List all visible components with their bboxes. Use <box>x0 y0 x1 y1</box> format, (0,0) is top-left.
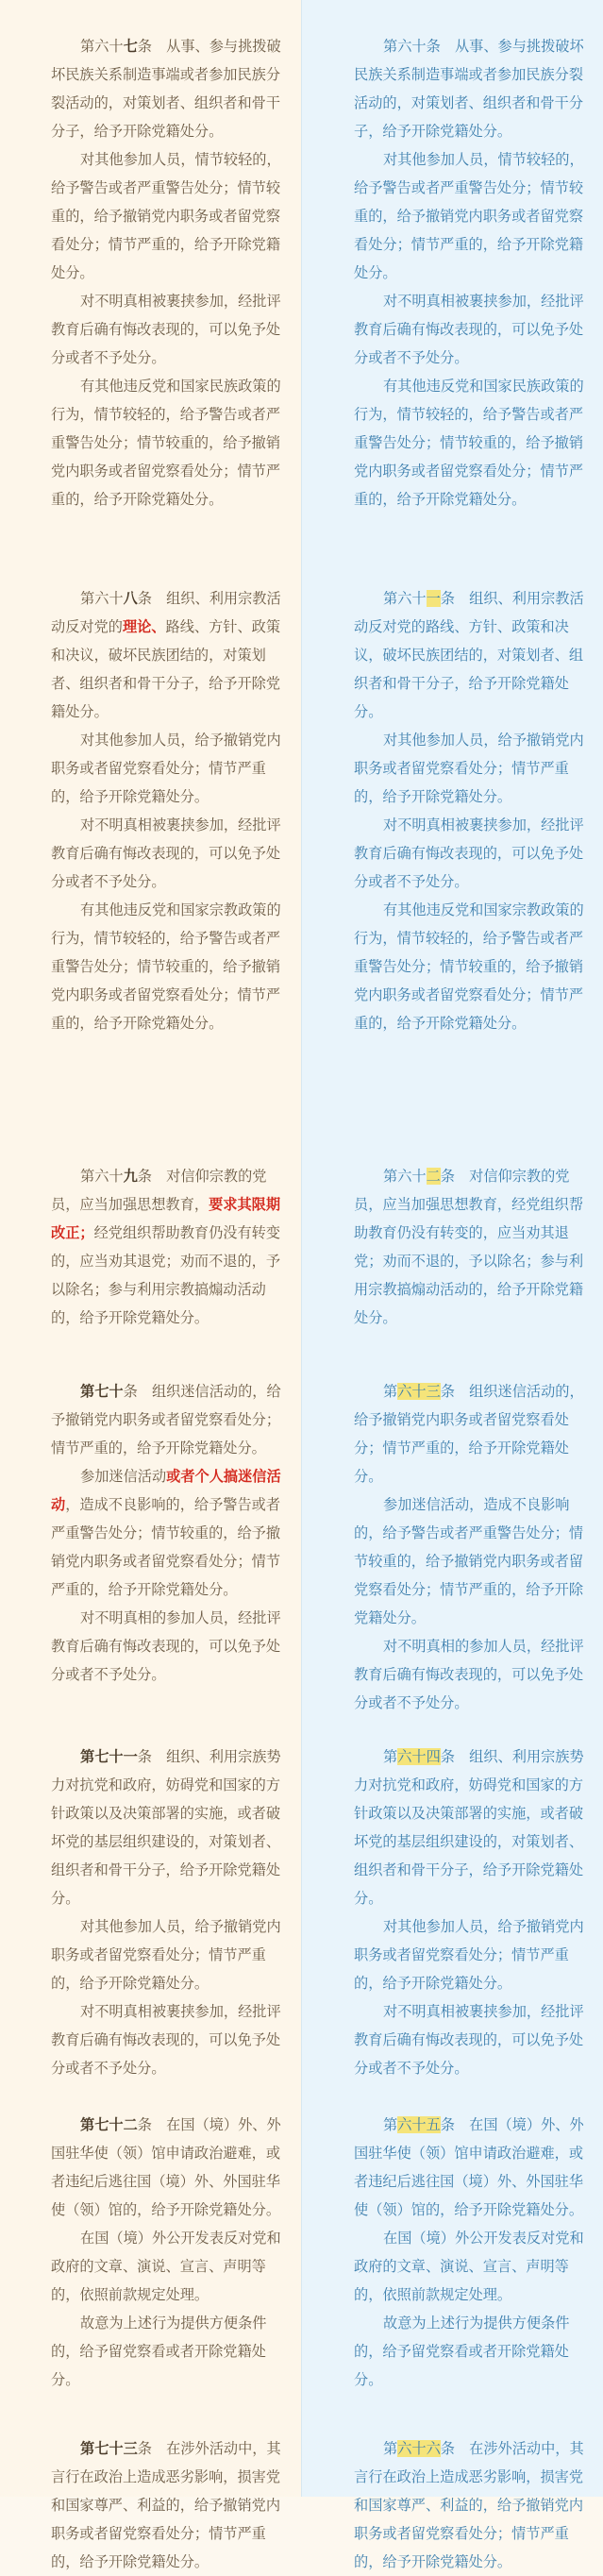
article-paragraph: 有其他违反党和国家宗教政策的行为，情节较轻的，给予警告或者严重警告处分；情节较重的，给予撤销党内职务或者留党察看处分；情节严重的，给予开除党籍处分。 <box>51 901 281 1032</box>
changed-number-highlight: 六十三 <box>397 1383 441 1400</box>
article-paragraph: 对不明真相被裹挟参加，经批评教育后确有悔改表现的，可以免予处分或者不予处分。 <box>354 2003 584 2077</box>
article-73-new <box>51 2434 288 2576</box>
article-paragraph: 第七十条 组织迷信活动的，给予撤销党内职务或者留党察看处分；情节严重的，给予开除党籍处分。 <box>51 1383 281 1456</box>
article-64-old <box>354 1743 590 2111</box>
article-paragraph: 第六十九条 对信仰宗教的党员，应当加强思想教育，要求其限期改正；经党组织帮助教育仍没有转变的，应当劝其退党；劝而不退的，予以除名；参与利用宗教搞煽动活动的，给予开除党籍处分。 <box>51 1168 280 1326</box>
changed-number-highlight: 一 <box>426 590 441 607</box>
article-paragraph: 第六十四条 组织、利用宗族势力对抗党和政府，妨碍党和国家的方针政策以及决策部署的实施，或者破坏党的基层组织建设的，对策划者、组织者和骨干分子，给予开除党籍处分。 <box>354 1748 584 1907</box>
article-paragraph: 有其他违反党和国家宗教政策的行为，情节较轻的，给予警告或者严重警告处分；情节较重的，给予撤销党内职务或者留党察看处分；情节严重的，给予开除党籍处分。 <box>354 901 584 1032</box>
article-paragraph: 故意为上述行为提供方便条件的，给予留党察看或者开除党籍处分。 <box>354 2315 570 2388</box>
article-67-new <box>51 32 288 584</box>
article-69-new <box>51 1162 288 1377</box>
article-68-new <box>51 584 288 1162</box>
article-paragraph: 第六十七条 从事、参与挑拨破坏民族关系制造事端或者参加民族分裂活动的，对策划者、组织者和骨干分子，给予开除党籍处分。 <box>51 38 281 140</box>
article-paragraph: 在国（境）外公开发表反对党和政府的文章、演说、宣言、声明等的，依照前款规定处理。 <box>354 2230 584 2303</box>
article-paragraph: 第七十一条 组织、利用宗族势力对抗党和政府，妨碍党和国家的方针政策以及决策部署的实施，或者破坏党的基层组织建设的，对策划者、组织者和骨干分子，给予开除党籍处分。 <box>51 1748 281 1907</box>
article-paragraph: 有其他违反党和国家民族政策的行为，情节较轻的，给予警告或者严重警告处分；情节较重的，给予撤销党内职务或者留党察看处分；情节严重的，给予开除党籍处分。 <box>51 378 281 508</box>
article-paragraph: 对其他参加人员，给予撤销党内职务或者留党察看处分；情节严重的，给予开除党籍处分。 <box>51 732 281 805</box>
article-paragraph: 参加迷信活动，造成不良影响的，给予警告或者严重警告处分；情节较重的，给予撤销党内职务或者留党察看处分；情节严重的，给予开除党籍处分。 <box>354 1496 583 1626</box>
changed-number-highlight: 六十四 <box>397 1748 441 1765</box>
article-paragraph: 第六十八条 组织、利用宗教活动反对党的理论、路线、方针、政策和决议，破坏民族团结的，对策划者、组织者和骨干分子，给予开除党籍处分。 <box>51 590 281 720</box>
article-60-old <box>354 32 590 584</box>
article-paragraph: 第六十条 从事、参与挑拨破坏民族关系制造事端或者参加民族分裂活动的，对策划者、组织者和骨干分子，给予开除党籍处分。 <box>354 38 584 140</box>
article-61-old <box>354 584 590 1162</box>
article-paragraph: 对不明真相的参加人员，经批评教育后确有悔改表现的，可以免予处分或者不予处分。 <box>51 1609 281 1683</box>
article-paragraph: 对不明真相被裹挟参加，经批评教育后确有悔改表现的，可以免予处分或者不予处分。 <box>354 817 584 890</box>
article-66-old <box>354 2434 590 2576</box>
changed-number-highlight: 六十五 <box>397 2116 441 2133</box>
changed-number-highlight: 二 <box>426 1168 441 1185</box>
article-paragraph: 故意为上述行为提供方便条件的，给予留党察看或者开除党籍处分。 <box>51 2315 267 2388</box>
article-paragraph: 对不明真相被裹挟参加，经批评教育后确有悔改表现的，可以免予处分或者不予处分。 <box>354 293 584 366</box>
article-62-old <box>354 1162 590 1377</box>
article-65-old <box>354 2111 590 2434</box>
article-paragraph: 第六十三条 组织迷信活动的，给予撤销党内职务或者留党察看处分；情节严重的，给予开除党籍处分。 <box>354 1383 584 1485</box>
article-paragraph: 对其他参加人员，给予撤销党内职务或者留党察看处分；情节严重的，给予开除党籍处分。 <box>51 1918 281 1992</box>
article-72-new <box>51 2111 288 2434</box>
article-paragraph: 第六十六条 在涉外活动中，其言行在政治上造成恶劣影响，损害党和国家尊严、利益的，给予撤销党内职务或者留党察看处分；情节严重的，给予开除党籍处分。 <box>354 2440 584 2570</box>
article-paragraph: 对不明真相被裹挟参加，经批评教育后确有悔改表现的，可以免予处分或者不予处分。 <box>51 2003 281 2077</box>
old-version-column <box>301 0 603 2570</box>
article-paragraph: 第七十三条 在涉外活动中，其言行在政治上造成恶劣影响，损害党和国家尊严、利益的，给予撤销党内职务或者留党察看处分；情节严重的，给予开除党籍处分。 <box>51 2440 281 2570</box>
article-paragraph: 对其他参加人员，给予撤销党内职务或者留党察看处分；情节严重的，给予开除党籍处分。 <box>354 732 584 805</box>
article-paragraph: 有其他违反党和国家民族政策的行为，情节较轻的，给予警告或者严重警告处分；情节较重的，给予撤销党内职务或者留党察看处分；情节严重的，给予开除党籍处分。 <box>354 378 584 508</box>
article-paragraph: 对其他参加人员，给予撤销党内职务或者留党察看处分；情节严重的，给予开除党籍处分。 <box>354 1918 584 1992</box>
article-paragraph: 第六十二条 对信仰宗教的党员，应当加强思想教育，经党组织帮助教育仍没有转变的，应当劝其退党；劝而不退的，予以除名；参与利用宗教搞煽动活动的，给予开除党籍处分。 <box>354 1168 583 1326</box>
article-paragraph: 参加迷信活动或者个人搞迷信活动，造成不良影响的，给予警告或者严重警告处分；情节较重的，给予撤销党内职务或者留党察看处分；情节严重的，给予开除党籍处分。 <box>51 1468 281 1598</box>
article-63-old <box>354 1377 590 1743</box>
added-text: 理论、 <box>122 618 166 635</box>
article-paragraph: 第六十五条 在国（境）外、外国驻华使（领）馆申请政治避难，或者违纪后逃往国（境）外、外国驻华使（领）馆的，给予开除党籍处分。 <box>354 2116 584 2218</box>
added-text: 或者个人搞迷信活动 <box>51 1468 281 1513</box>
article-paragraph: 对其他参加人员，情节较轻的，给予警告或者严重警告处分；情节较重的，给予撤销党内职务或者留党察看处分；情节严重的，给予开除党籍处分。 <box>354 151 584 281</box>
new-version-column <box>0 0 301 2570</box>
article-paragraph: 在国（境）外公开发表反对党和政府的文章、演说、宣言、声明等的，依照前款规定处理。 <box>51 2230 281 2303</box>
article-70-new <box>51 1377 288 1743</box>
article-paragraph: 对不明真相的参加人员，经批评教育后确有悔改表现的，可以免予处分或者不予处分。 <box>354 1638 584 1711</box>
article-paragraph: 对不明真相被裹挟参加，经批评教育后确有悔改表现的，可以免予处分或者不予处分。 <box>51 817 281 890</box>
article-paragraph: 对其他参加人员，情节较轻的，给予警告或者严重警告处分；情节较重的，给予撤销党内职务或者留党察看处分；情节严重的，给予开除党籍处分。 <box>51 151 281 281</box>
article-paragraph: 对不明真相被裹挟参加，经批评教育后确有悔改表现的，可以免予处分或者不予处分。 <box>51 293 281 366</box>
article-paragraph: 第六十一条 组织、利用宗教活动反对党的路线、方针、政策和决议，破坏民族团结的，对策划者、组织者和骨干分子，给予开除党籍处分。 <box>354 590 584 720</box>
article-71-new <box>51 1743 288 2111</box>
added-text: 要求其限期改正； <box>51 1196 280 1241</box>
changed-number-highlight: 六十六 <box>397 2440 441 2457</box>
article-paragraph: 第七十二条 在国（境）外、外国驻华使（领）馆申请政治避难，或者违纪后逃往国（境）外、外国驻华使（领）馆的，给予开除党籍处分。 <box>51 2116 281 2218</box>
